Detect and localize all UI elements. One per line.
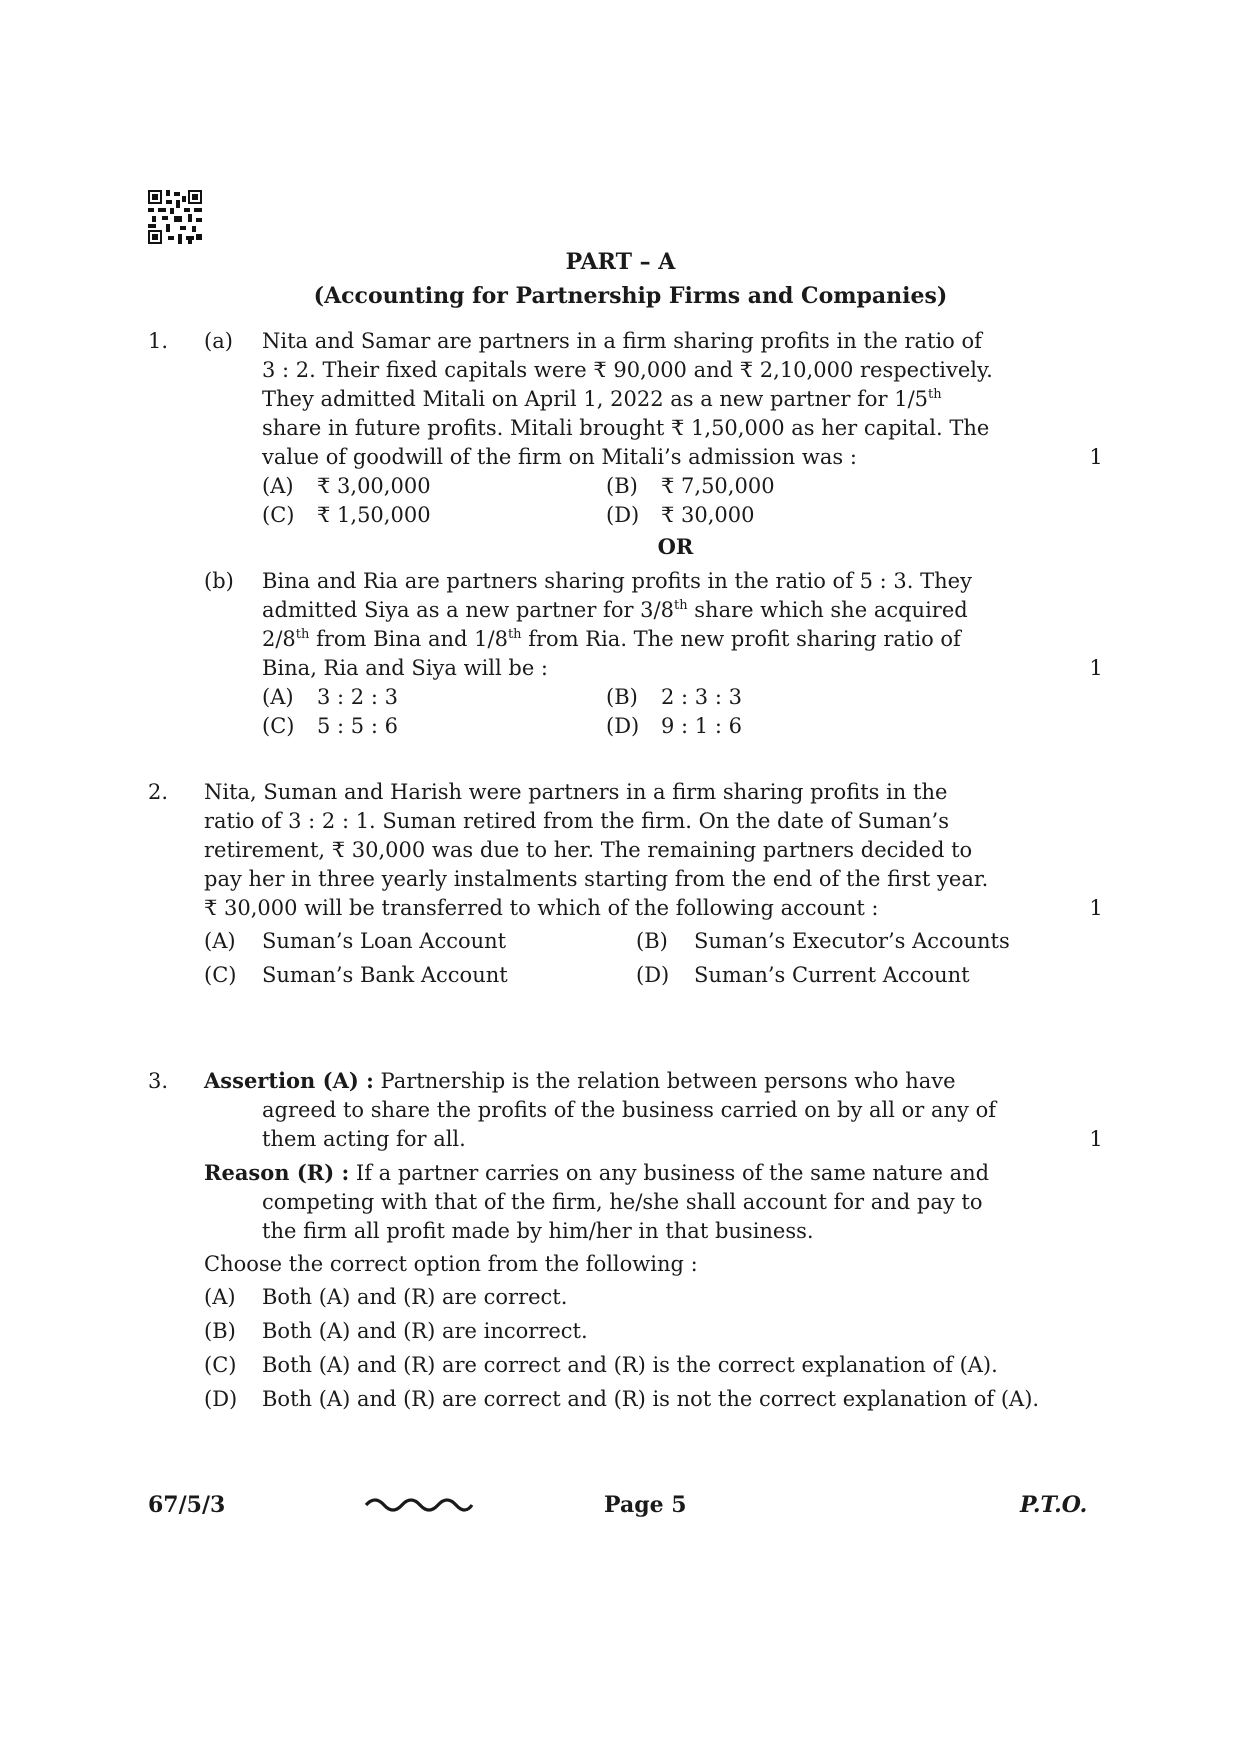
option-text: 9 : 1 : 6: [661, 714, 742, 738]
marks: 1: [1089, 445, 1103, 469]
reason-text: If a partner carries on any business of the same nature and: [349, 1161, 990, 1185]
question-text: They admitted Mitali on April 1, 2022 as a new partner for 1/5: [262, 387, 929, 411]
option-text: Suman’s Bank Account: [262, 963, 508, 987]
option-text: Both (A) and (R) are correct and (R) is not the correct explanation of (A).: [262, 1387, 1040, 1411]
question-line: [204, 837, 1047, 863]
option-text: 5 : 5 : 6: [317, 714, 398, 738]
question-text: 3 : 2. Their fixed capitals were ₹ 90,000 and ₹ 2,10,000 respectively.: [262, 358, 993, 382]
question-number: 1.: [148, 329, 169, 353]
superscript: th: [673, 598, 688, 613]
subquestion-label: (b): [204, 569, 234, 593]
page-number: Page 5: [604, 1492, 687, 1518]
marks: 1: [1089, 1127, 1103, 1151]
question-text: ratio of 3 : 2 : 1. Suman retired from the firm. On the date of Suman’s: [204, 809, 949, 833]
option-text: Suman’s Loan Account: [262, 929, 507, 953]
assertion-line: [204, 1068, 1047, 1094]
option-label: (D): [636, 963, 670, 987]
option-label: (C): [262, 714, 295, 738]
option-text: ₹ 3,00,000: [317, 474, 431, 498]
question-text: Nita and Samar are partners in a firm sharing profits in the ratio of: [262, 329, 982, 353]
question-line: [262, 597, 1047, 623]
reason-label: Reason (R) :: [204, 1160, 350, 1185]
reason-line: [204, 1160, 1047, 1186]
option-text: Both (A) and (R) are incorrect.: [262, 1319, 588, 1343]
question-line: [204, 779, 1047, 805]
question-text: value of goodwill of the firm on Mitali’s admission was :: [262, 445, 857, 469]
assertion-label: Assertion (A) :: [204, 1068, 374, 1093]
question-text: admitted Siya as a new partner for 3/8: [262, 598, 674, 622]
option-text: 2 : 3 : 3: [661, 685, 742, 709]
superscript: th: [295, 627, 310, 642]
question-text: Nita, Suman and Harish were partners in a firm sharing profits in the: [204, 780, 948, 804]
option-label: (B): [636, 929, 668, 953]
option-label: (A): [262, 474, 294, 498]
question-text: pay her in three yearly instalments starting from the end of the first year.: [204, 867, 989, 891]
question-number: 3.: [148, 1069, 169, 1093]
question-text: Bina, Ria and Siya will be :: [262, 656, 549, 680]
paper-code: 67/5/3: [148, 1492, 226, 1518]
question-line: [262, 386, 942, 412]
question-text: from Ria. The new profit sharing ratio of: [521, 627, 961, 651]
subquestion-label: (a): [204, 329, 233, 353]
option-label: (B): [204, 1319, 236, 1343]
reason-line: [262, 1189, 1047, 1215]
part-title: PART – A: [565, 249, 676, 275]
option-label: (C): [204, 963, 237, 987]
question-text: share in future profits. Mitali brought ₹ 1,50,000 as her capital. The: [262, 416, 990, 440]
option-label: (B): [606, 474, 638, 498]
option-text: ₹ 1,50,000: [317, 503, 431, 527]
assertion-text: Partnership is the relation between persons who have: [373, 1069, 956, 1093]
superscript: th: [507, 627, 522, 642]
option-label: (A): [262, 685, 294, 709]
qr-code-icon: [148, 190, 202, 244]
question-text: ₹ 30,000 will be transferred to which of the following account :: [204, 896, 879, 920]
reason-text: competing with that of the firm, he/she shall account for and pay to: [262, 1190, 983, 1214]
option-text: ₹ 7,50,000: [661, 474, 775, 498]
option-label: (D): [204, 1387, 238, 1411]
assertion-text: them acting for all.: [262, 1127, 466, 1151]
question-text: Bina and Ria are partners sharing profits in the ratio of 5 : 3. They: [262, 569, 972, 593]
question-line: [262, 568, 1047, 594]
option-text: 3 : 2 : 3: [317, 685, 398, 709]
option-label: (C): [204, 1353, 237, 1377]
option-text: Both (A) and (R) are correct.: [262, 1285, 568, 1309]
question-line: [262, 357, 1047, 383]
reason-text: the firm all profit made by him/her in that business.: [262, 1219, 814, 1243]
assertion-line: [262, 1097, 1047, 1123]
question-line: [204, 808, 1047, 834]
option-label: (C): [262, 503, 295, 527]
option-label: (A): [204, 1285, 236, 1309]
option-text: Suman’s Executor’s Accounts: [694, 929, 1010, 953]
question-text: share which she acquired: [687, 598, 968, 622]
instruction-text: Choose the correct option from the following :: [204, 1252, 698, 1276]
assertion-text: agreed to share the profits of the business carried on by all or any of: [262, 1098, 997, 1122]
question-text: from Bina and 1/8: [309, 627, 508, 651]
question-number: 2.: [148, 780, 169, 804]
option-label: (D): [606, 714, 640, 738]
question-line: [204, 866, 1047, 892]
option-text: Suman’s Current Account: [694, 963, 970, 987]
pto-label: P.T.O.: [1020, 1492, 1088, 1518]
wave-ornament-icon: [364, 1495, 474, 1515]
option-label: (B): [606, 685, 638, 709]
or-divider: OR: [657, 534, 694, 559]
part-subtitle: (Accounting for Partnership Firms and Companies): [313, 283, 948, 309]
question-text: 2/8: [262, 627, 296, 651]
question-line: [262, 626, 1047, 652]
question-line: [262, 328, 1047, 354]
option-label: (A): [204, 929, 236, 953]
option-text: ₹ 30,000: [661, 503, 755, 527]
option-text: Both (A) and (R) are correct and (R) is the correct explanation of (A).: [262, 1353, 998, 1377]
marks: 1: [1089, 656, 1103, 680]
marks: 1: [1089, 896, 1103, 920]
question-text: retirement, ₹ 30,000 was due to her. The remaining partners decided to: [204, 838, 973, 862]
superscript: th: [928, 387, 942, 402]
option-label: (D): [606, 503, 640, 527]
question-line: [262, 415, 1047, 441]
